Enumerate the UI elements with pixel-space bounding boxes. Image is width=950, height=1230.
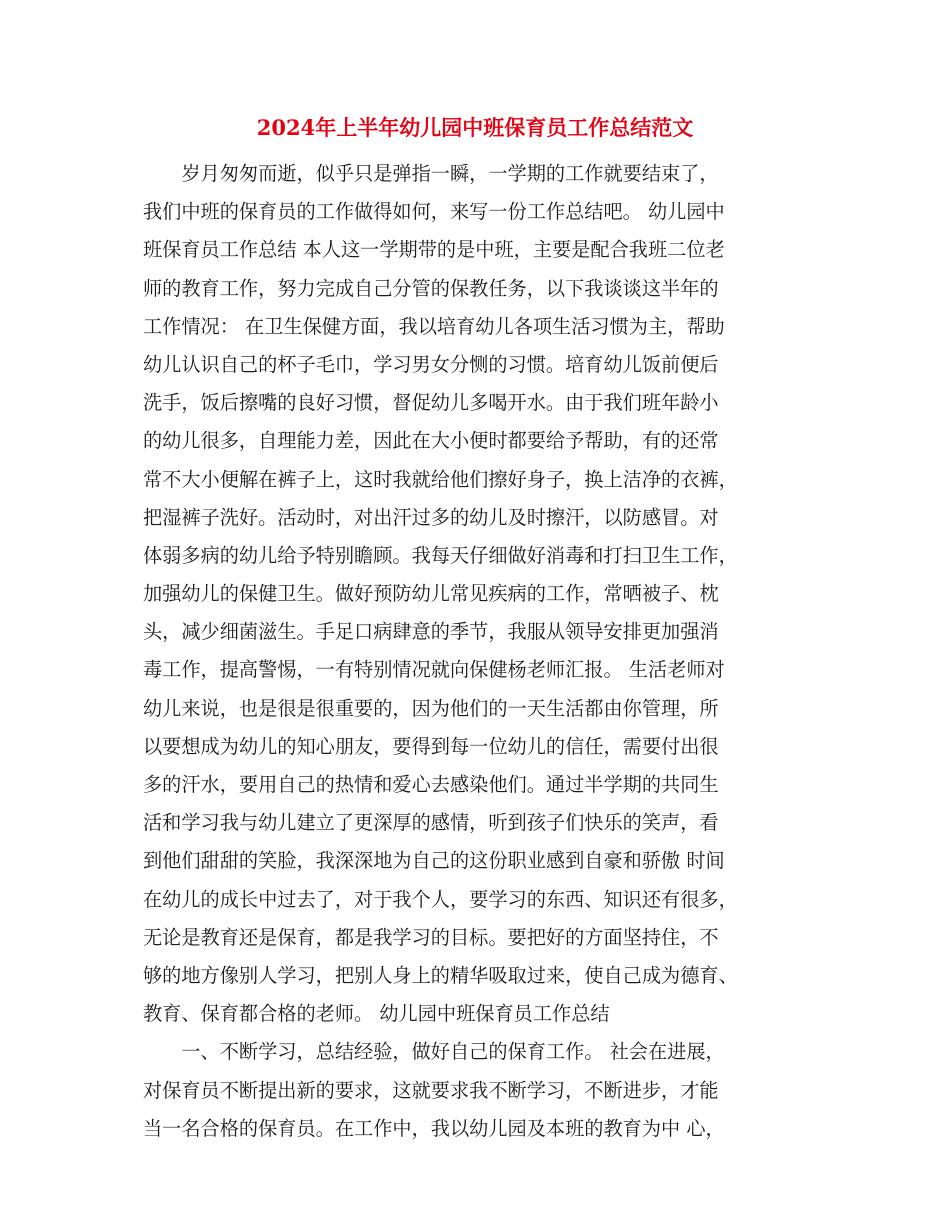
body-line: 班保育员工作总结 本人这一学期带的是中班，主要是配合我班二位老 bbox=[143, 238, 725, 262]
body-line: 毒工作，提高警惕，一有特别情况就向保健杨老师汇报。 生活老师对 bbox=[143, 658, 725, 682]
body-line: 工作情况： 在卫生保健方面，我以培育幼儿各项生活习惯为主，帮助 bbox=[143, 314, 725, 338]
body-line: 师的教育工作，努力完成自己分管的保教任务，以下我谈谈这半年的 bbox=[143, 276, 719, 300]
document-title: 2024年上半年幼儿园中班保育员工作总结范文 bbox=[256, 115, 694, 140]
body-line: 我们中班的保育员的工作做得如何，来写一份工作总结吧。 幼儿园中 bbox=[143, 200, 725, 224]
body-line: 在幼儿的成长中过去了，对于我个人，要学习的东西、知识还有很多， bbox=[143, 887, 738, 911]
body-line: 对保育员不断提出新的要求，这就要求我不断学习，不断进步，才能 bbox=[143, 1078, 719, 1102]
body-line: 洗手，饭后擦嘴的良好习惯，督促幼儿多喝开水。由于我们班年龄小 bbox=[143, 391, 719, 415]
body-line: 幼儿来说，也是很是很重要的，因为他们的一天生活都由你管理，所 bbox=[143, 696, 719, 720]
body-line: 把湿裤子洗好。活动时，对出汗过多的幼儿及时擦汗，以防感冒。对 bbox=[143, 505, 719, 529]
body-line: 一、不断学习，总结经验，做好自己的保育工作。 社会在进展， bbox=[143, 1040, 725, 1064]
body-line: 加强幼儿的保健卫生。做好预防幼儿常见疾病的工作，常晒被子、枕 bbox=[143, 582, 719, 606]
body-line: 到他们甜甜的笑脸，我深深地为自己的这份职业感到自豪和骄傲 时间 bbox=[143, 849, 725, 873]
body-line: 以要想成为幼儿的知心朋友，要得到每一位幼儿的信任，需要付出很 bbox=[143, 734, 719, 758]
body-line: 多的汗水，要用自己的热情和爱心去感染他们。通过半学期的共同生 bbox=[143, 773, 719, 796]
body-line: 活和学习我与幼儿建立了更深厚的感情，听到孩子们快乐的笑声，看 bbox=[143, 811, 719, 835]
body-line: 教育、保育都合格的老师。 幼儿园中班保育员工作总结 bbox=[143, 1002, 610, 1026]
body-line: 体弱多病的幼儿给予特别瞻顾。我每天仔细做好消毒和打扫卫生工作， bbox=[143, 543, 738, 567]
body-line: 够的地方像别人学习，把别人身上的精华吸取过来，使自己成为德育、 bbox=[143, 963, 738, 987]
body-line: 岁月匆匆而逝，似乎只是弹指一瞬，一学期的工作就要结束了， bbox=[143, 162, 719, 185]
body-line: 头，减少细菌滋生。手足口病肆意的季节，我服从领导安排更加强消 bbox=[143, 620, 719, 644]
body-line: 当一名合格的保育员。在工作中，我以幼儿园及本班的教育为中 心， bbox=[143, 1116, 725, 1140]
body-line: 无论是教育还是保育，都是我学习的目标。要把好的方面坚持住，不 bbox=[143, 925, 719, 949]
body-line: 常不大小便解在裤子上，这时我就给他们擦好身子，换上洁净的衣裤， bbox=[143, 467, 738, 491]
body-line: 幼儿认识自己的杯子毛巾，学习男女分恻的习惯。培育幼儿饭前便后 bbox=[143, 352, 719, 376]
body-line: 的幼儿很多，自理能力差，因此在大小便时都要给予帮助，有的还常 bbox=[143, 429, 719, 453]
document-body bbox=[143, 155, 813, 1148]
